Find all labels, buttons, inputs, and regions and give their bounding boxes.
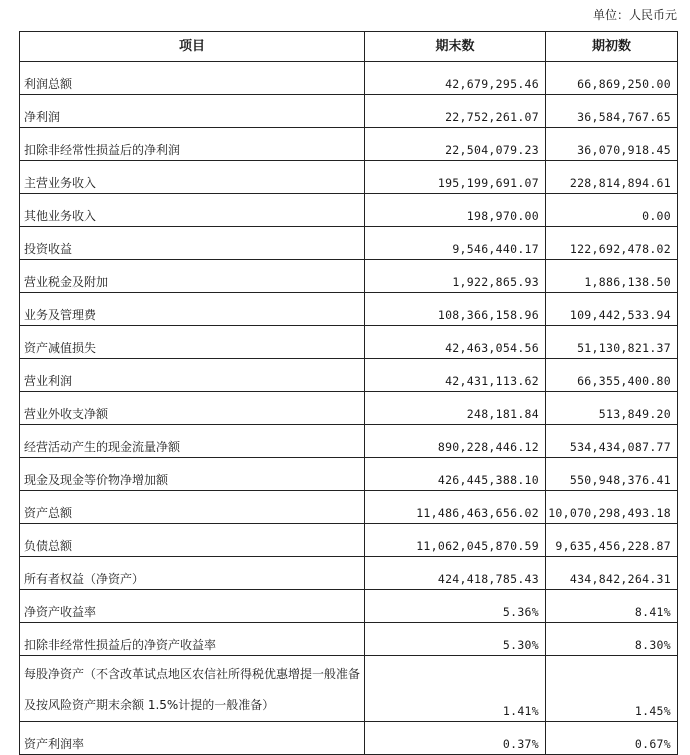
table-row	[20, 425, 678, 458]
row-end-value: 1,922,865.93	[365, 260, 546, 293]
row-begin-value: 228,814,894.61	[546, 161, 678, 194]
row-begin-value: 122,692,478.02	[546, 227, 678, 260]
row-item: 扣除非经常性损益后的净利润	[20, 128, 365, 161]
table-row	[20, 194, 678, 227]
row-end-value: 9,546,440.17	[365, 227, 546, 260]
row-begin-value: 0.67%	[546, 722, 678, 755]
row-end-value: 248,181.84	[365, 392, 546, 425]
row-begin-value: 109,442,533.94	[546, 293, 678, 326]
header-period-begin: 期初数	[546, 32, 678, 62]
row-begin-value: 51,130,821.37	[546, 326, 678, 359]
row-end-value: 890,228,446.12	[365, 425, 546, 458]
row-end-value: 5.30%	[365, 623, 546, 656]
row-item: 业务及管理费	[20, 293, 365, 326]
table-row	[20, 227, 678, 260]
row-end-value: 11,486,463,656.02	[365, 491, 546, 524]
row-item: 所有者权益（净资产）	[20, 557, 365, 590]
row-begin-value: 66,869,250.00	[546, 62, 678, 95]
header-item: 项目	[20, 32, 365, 62]
row-item: 净利润	[20, 95, 365, 128]
table-row	[20, 458, 678, 491]
row-item: 营业利润	[20, 359, 365, 392]
row-begin-value: 434,842,264.31	[546, 557, 678, 590]
table-row	[20, 260, 678, 293]
row-begin-value: 534,434,087.77	[546, 425, 678, 458]
table-row	[20, 359, 678, 392]
table-row	[20, 656, 678, 722]
row-end-value: 5.36%	[365, 590, 546, 623]
row-end-value: 1.41%	[365, 656, 546, 722]
table-row	[20, 293, 678, 326]
row-item: 资产总额	[20, 491, 365, 524]
row-begin-value: 9,635,456,228.87	[546, 524, 678, 557]
row-begin-value: 8.41%	[546, 590, 678, 623]
unit-label: 单位：人民币元	[592, 8, 677, 22]
row-end-value: 42,431,113.62	[365, 359, 546, 392]
table-row	[20, 590, 678, 623]
row-begin-value: 550,948,376.41	[546, 458, 678, 491]
row-item: 资产减值损失	[20, 326, 365, 359]
row-item: 每股净资产（不含改革试点地区农信社所得税优惠增提一般准备及按风险资产期末余额 1.5%计提的一般准备）	[20, 656, 365, 722]
table-row	[20, 161, 678, 194]
row-begin-value: 0.00	[546, 194, 678, 227]
row-item: 主营业务收入	[20, 161, 365, 194]
row-end-value: 42,463,054.56	[365, 326, 546, 359]
row-item: 资产利润率	[20, 722, 365, 755]
row-end-value: 198,970.00	[365, 194, 546, 227]
row-item: 其他业务收入	[20, 194, 365, 227]
row-item: 净资产收益率	[20, 590, 365, 623]
row-end-value: 0.37%	[365, 722, 546, 755]
row-item: 负债总额	[20, 524, 365, 557]
row-item: 经营活动产生的现金流量净额	[20, 425, 365, 458]
row-end-value: 424,418,785.43	[365, 557, 546, 590]
table-row	[20, 491, 678, 524]
row-end-value: 22,504,079.23	[365, 128, 546, 161]
row-begin-value: 8.30%	[546, 623, 678, 656]
row-end-value: 108,366,158.96	[365, 293, 546, 326]
financial-indicators-table	[19, 31, 678, 755]
header-period-end: 期末数	[365, 32, 546, 62]
row-end-value: 426,445,388.10	[365, 458, 546, 491]
row-end-value: 11,062,045,870.59	[365, 524, 546, 557]
table-row	[20, 557, 678, 590]
table-row	[20, 128, 678, 161]
row-end-value: 195,199,691.07	[365, 161, 546, 194]
table-row	[20, 392, 678, 425]
row-begin-value: 36,584,767.65	[546, 95, 678, 128]
row-begin-value: 1,886,138.50	[546, 260, 678, 293]
table-row	[20, 623, 678, 656]
row-item: 营业外收支净额	[20, 392, 365, 425]
row-item: 现金及现金等价物净增加额	[20, 458, 365, 491]
row-begin-value: 513,849.20	[546, 392, 678, 425]
row-begin-value: 1.45%	[546, 656, 678, 722]
row-item: 利润总额	[20, 62, 365, 95]
table-row	[20, 524, 678, 557]
row-item: 营业税金及附加	[20, 260, 365, 293]
table-header-row	[20, 32, 678, 62]
table-row	[20, 326, 678, 359]
table-row	[20, 95, 678, 128]
row-item: 投资收益	[20, 227, 365, 260]
row-end-value: 22,752,261.07	[365, 95, 546, 128]
row-end-value: 42,679,295.46	[365, 62, 546, 95]
row-begin-value: 10,070,298,493.18	[546, 491, 678, 524]
row-begin-value: 66,355,400.80	[546, 359, 678, 392]
row-begin-value: 36,070,918.45	[546, 128, 678, 161]
row-item: 扣除非经常性损益后的净资产收益率	[20, 623, 365, 656]
table-row	[20, 62, 678, 95]
table-row	[20, 722, 678, 755]
